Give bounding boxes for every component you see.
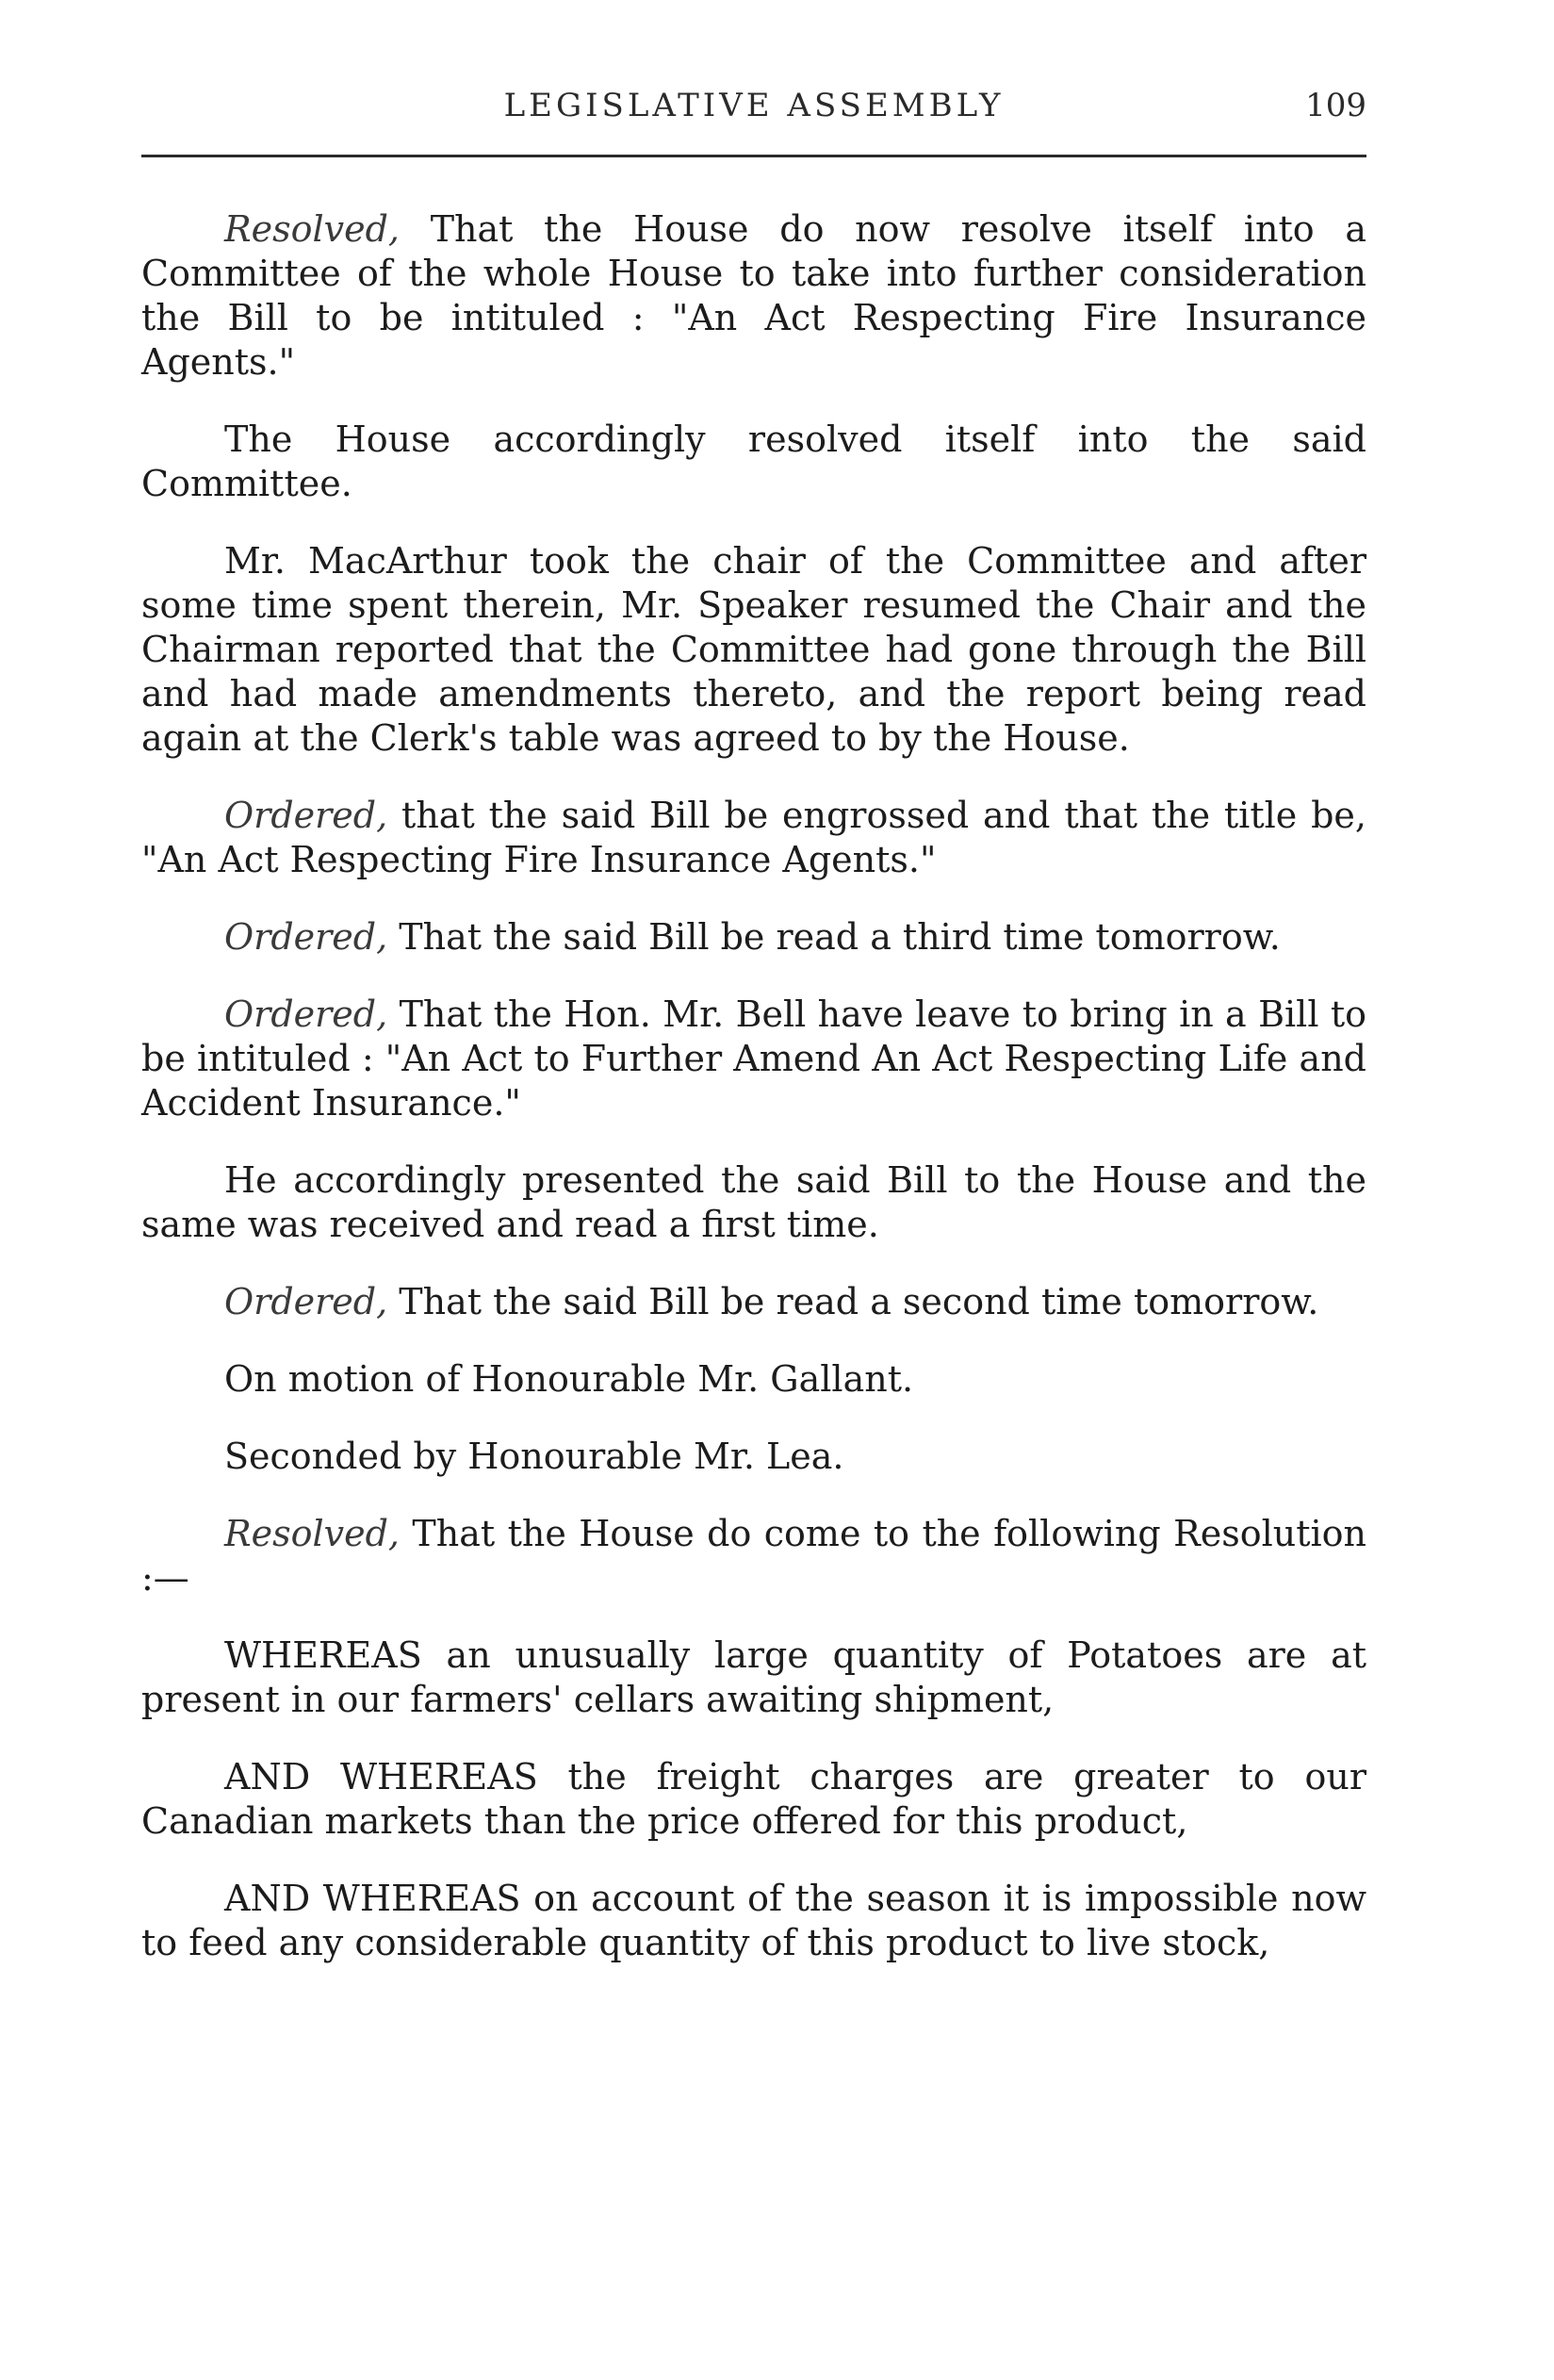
paragraph-text: The House accordingly resolved itself into the said Committee. — [141, 419, 1366, 504]
paragraph-committee-report — [141, 539, 1366, 761]
paragraph-ordered-third-reading — [141, 915, 1366, 960]
paragraph-text: That the said Bill be read a second time tomorrow. — [387, 1281, 1319, 1322]
paragraph-text: He accordingly presented the said Bill to the House and the same was received and read a first time. — [141, 1159, 1366, 1245]
paragraph-whereas-season — [141, 1877, 1366, 1965]
page-number: 109 — [1305, 87, 1366, 124]
paragraph-house-resolved — [141, 418, 1366, 506]
paragraph-seconded — [141, 1435, 1366, 1479]
paragraph-lead: Ordered, — [224, 795, 388, 836]
paragraph-text: That the said Bill be read a third time tomorrow. — [387, 916, 1281, 958]
paragraph-lead: Resolved, — [224, 1513, 400, 1554]
paragraph-whereas-freight — [141, 1755, 1366, 1844]
paragraph-ordered-engrossed — [141, 794, 1366, 882]
paragraph-text: That the House do now resolve itself into a Committee of the whole House to take into further consideration the Bill to be intituled : "An Act Respecting Fire Insurance Agents." — [141, 208, 1366, 383]
paragraph-text: AND WHEREAS on account of the season it is impossible now to feed any considerable quantity of this product to live stock, — [141, 1878, 1366, 1963]
body-text — [141, 207, 1366, 1998]
paragraph-text: On motion of Honourable Mr. Gallant. — [224, 1358, 914, 1400]
paragraph-ordered-leave — [141, 993, 1366, 1125]
paragraph-resolved-resolution — [141, 1512, 1366, 1600]
paragraph-whereas-potatoes — [141, 1633, 1366, 1722]
paragraph-text: That the House do come to the following Resolution :— — [141, 1513, 1366, 1599]
paragraph-text: That the Hon. Mr. Bell have leave to bring in a Bill to be intituled : "An Act to Further Amend An Act Respecting Life and Accident Insurance." — [141, 993, 1366, 1124]
paragraph-text: that the said Bill be engrossed and that the title be, "An Act Respecting Fire Insurance Agents." — [141, 795, 1366, 880]
paragraph-lead: Ordered, — [224, 916, 388, 958]
header-rule — [141, 155, 1366, 157]
paragraph-ordered-second-reading — [141, 1280, 1366, 1324]
paragraph-lead: Ordered, — [224, 993, 388, 1035]
header-title: LEGISLATIVE ASSEMBLY — [503, 87, 1005, 124]
paragraph-bill-presented — [141, 1158, 1366, 1247]
paragraph-text: WHEREAS an unusually large quantity of Potatoes are at present in our farmers' cellars awaiting shipment, — [141, 1634, 1366, 1720]
paragraph-motion — [141, 1357, 1366, 1402]
paragraph-text: AND WHEREAS the freight charges are greater to our Canadian markets than the price offered for this product, — [141, 1756, 1366, 1842]
paragraph-resolved-committee — [141, 207, 1366, 385]
paragraph-lead: Ordered, — [224, 1281, 388, 1322]
running-header — [141, 83, 1366, 130]
paragraph-lead: Resolved, — [224, 208, 400, 250]
paragraph-text: Mr. MacArthur took the chair of the Committee and after some time spent therein, Mr. Speaker resumed the Chair and the Chairman reported that the Committee had gone through the Bill and had made amendments thereto, and the report being read again at the Clerk's table was agreed to by the House. — [141, 540, 1366, 759]
paragraph-text: Seconded by Honourable Mr. Lea. — [224, 1436, 844, 1477]
